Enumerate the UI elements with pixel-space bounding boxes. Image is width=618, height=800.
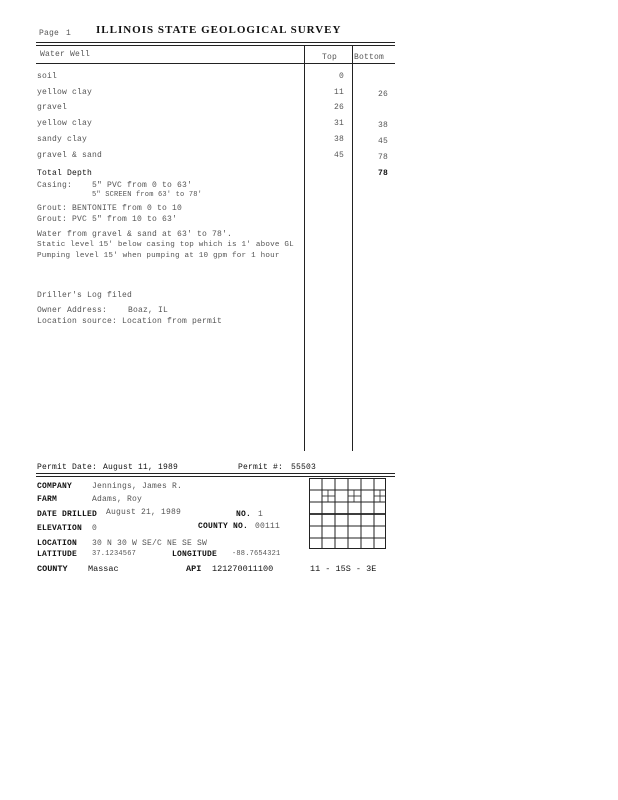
stratum-top: 31 (333, 119, 344, 128)
top-rule (36, 42, 395, 43)
stratum-top: 11 (333, 88, 344, 97)
casing-line-1: 5" PVC from 0 to 63' (92, 181, 193, 190)
permit-rule-double (36, 476, 395, 477)
county-label: COUNTY (37, 564, 68, 574)
longitude-label: LONGITUDE (172, 550, 218, 559)
api-label: API (186, 564, 202, 574)
section-grid (309, 478, 387, 550)
stratum-top: 0 (338, 72, 344, 81)
top-column-header: Top (322, 53, 338, 62)
stratum-name: yellow clay (37, 88, 93, 97)
longitude-value: -88.7654321 (232, 550, 281, 558)
permit-number-value: 55503 (291, 463, 317, 472)
stratum-name: sandy clay (37, 135, 88, 144)
stratum-top: 26 (333, 103, 344, 112)
township-range: 11 - 15S - 3E (310, 564, 377, 574)
pumping-level-line: Pumping level 15' when pumping at 10 gpm for 1 hour (37, 252, 280, 260)
farm-value: Adams, Roy (92, 495, 143, 504)
county-no-label: COUNTY NO. (198, 522, 249, 531)
water-line: Water from gravel & sand at 63' to 78'. (37, 230, 233, 239)
header-rule (36, 63, 395, 64)
stratum-bottom: 38 (377, 121, 388, 130)
casing-line-2: 5" SCREEN from 63' to 78' (92, 191, 203, 199)
permit-date-value: August 11, 1989 (103, 463, 179, 472)
permit-date-label: Permit Date: (37, 463, 98, 472)
stratum-bottom: 45 (377, 137, 388, 146)
location-label: LOCATION (37, 539, 78, 548)
stratum-name: gravel & sand (37, 151, 103, 160)
stratum-top: 38 (333, 135, 344, 144)
date-drilled-label: DATE DRILLED (37, 510, 98, 519)
elevation-value: 0 (92, 524, 98, 533)
owner-address-label: Owner Address: (37, 306, 108, 315)
total-depth-value: 78 (377, 169, 388, 178)
farm-label: FARM (37, 495, 58, 504)
elevation-label: ELEVATION (37, 524, 83, 533)
latitude-value: 37.1234567 (92, 550, 137, 558)
well-no-label: NO. (236, 510, 252, 519)
water-well-header: Water Well (40, 50, 91, 59)
total-depth-label: Total Depth (37, 169, 93, 178)
permit-rule (36, 473, 395, 474)
top-rule-double (36, 45, 395, 46)
location-value: 30 N 30 W SE/C NE SE SW (92, 539, 208, 548)
stratum-bottom: 26 (377, 90, 388, 99)
stratum-name: soil (37, 72, 58, 81)
permit-number-label: Permit #: (238, 463, 284, 472)
date-drilled-value: August 21, 1989 (106, 508, 182, 517)
well-no-value: 1 (258, 510, 264, 519)
owner-address-value: Boaz, IL (128, 306, 169, 315)
static-level-line: Static level 15' below casing top which is 1' above GL (37, 241, 294, 249)
page-title: ILLINOIS STATE GEOLOGICAL SURVEY (96, 24, 342, 36)
stratum-top: 45 (333, 151, 344, 160)
company-label: COMPANY (37, 482, 73, 491)
company-value: Jennings, James R. (92, 482, 183, 491)
grout-line-1: Grout: BENTONITE from 0 to 10 (37, 204, 183, 213)
bottom-column-header: Bottom (354, 53, 385, 62)
county-no-value: 00111 (255, 522, 281, 531)
bottom-column-divider (352, 45, 353, 451)
location-source: Location source: Location from permit (37, 317, 223, 326)
top-column-divider (304, 45, 305, 451)
api-value: 121270011100 (212, 564, 274, 574)
stratum-bottom: 78 (377, 153, 388, 162)
page-number: 1 (66, 29, 72, 38)
county-value: Massac (88, 564, 119, 574)
casing-label: Casing: (37, 181, 73, 190)
grout-line-2: Grout: PVC 5" from 10 to 63' (37, 215, 178, 224)
latitude-label: LATITUDE (37, 550, 78, 559)
page-label: Page (39, 29, 60, 38)
drillers-log-note: Driller's Log filed (37, 291, 133, 300)
stratum-name: yellow clay (37, 119, 93, 128)
stratum-name: gravel (37, 103, 68, 112)
